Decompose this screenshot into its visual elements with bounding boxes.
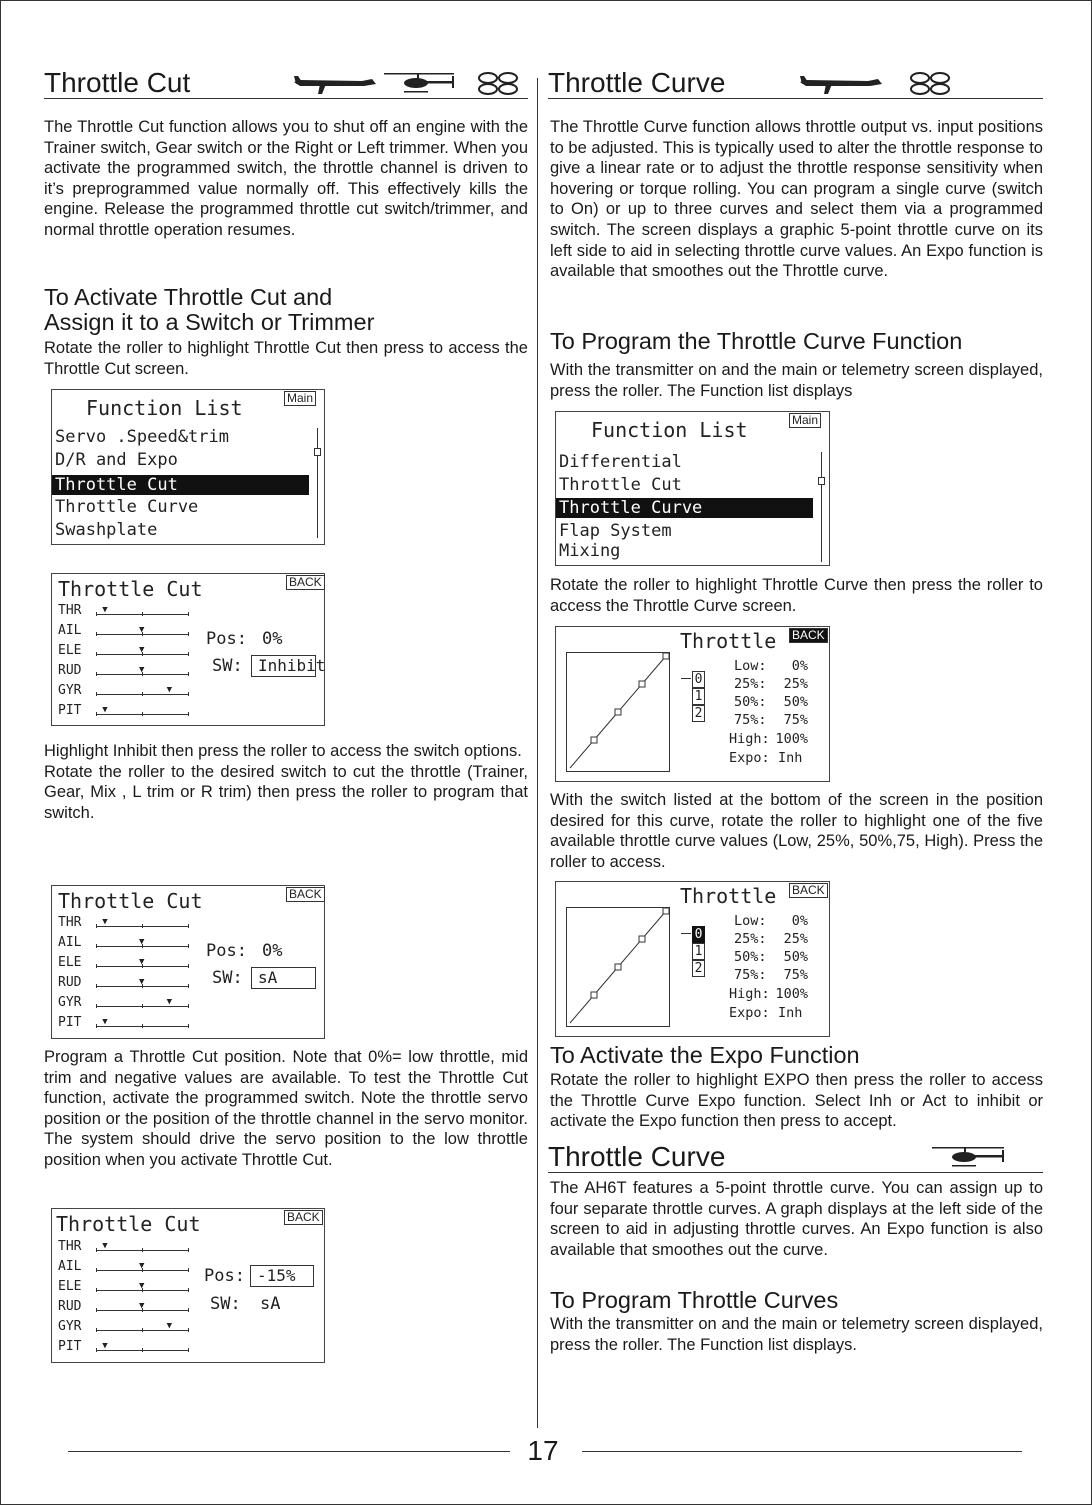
activate-expo-heading: To Activate the Expo Function xyxy=(550,1042,860,1068)
trim-marker: ▼ xyxy=(102,917,108,927)
scrollbar-knob xyxy=(818,477,825,485)
pos-label: Pos: xyxy=(206,941,247,961)
trim-tick xyxy=(96,1004,97,1008)
curve-graph xyxy=(566,907,670,1027)
trim-tick xyxy=(188,1348,189,1352)
airplane-icon xyxy=(800,76,882,94)
list-item: Throttle Cut xyxy=(559,475,682,495)
paragraph: Rotate the roller to the desired switch to cut the throttle (Trainer, Gear, Mix , L trim or R trim) then press the roller to program that switch. xyxy=(44,762,528,822)
trim-marker: ▼ xyxy=(139,1281,145,1291)
row-value: 100% xyxy=(775,986,808,1002)
trim-tick xyxy=(96,1024,97,1028)
row-value: Inh xyxy=(778,750,803,766)
section-title: Throttle Curve xyxy=(548,1141,726,1172)
sw-label: SW: xyxy=(210,1294,241,1314)
channel-label: PIT xyxy=(58,1015,82,1030)
screen-title: Throttle Cut xyxy=(58,577,203,601)
screen-title: Function List xyxy=(86,396,243,420)
channel-label: THR xyxy=(58,1239,82,1254)
sw-value-box: Inhibit xyxy=(251,655,316,677)
curve-point xyxy=(615,709,621,715)
program-curves-text: With the transmitter on and the main or telemetry screen displayed, press the roller. The Function list displays. xyxy=(550,1315,1043,1354)
trim-tick xyxy=(96,652,97,656)
trim-marker: ▼ xyxy=(102,605,108,615)
channel-label: GYR xyxy=(58,995,82,1010)
trim-tick xyxy=(188,984,189,988)
trim-tick xyxy=(96,944,97,948)
program-curve-heading: To Program the Throttle Curve Function xyxy=(550,328,963,354)
switch-position-text: With the switch listed at the bottom of the screen in the position desired for this curve, rotate the roller to highlight one of the five available throttle curve values (Low, 25%, 50%,75, High). Press the roller to access. xyxy=(550,791,1043,871)
trim-tick xyxy=(188,1024,189,1028)
airplane-icon xyxy=(294,76,376,94)
channel-label: ELE xyxy=(58,643,82,658)
row-label: 75%: xyxy=(734,967,767,983)
trim-tick xyxy=(188,924,189,928)
trim-tick xyxy=(142,1024,143,1028)
back-tag: BACK xyxy=(286,575,325,590)
row-label: Low: xyxy=(734,658,767,674)
throttle-cut-screen xyxy=(51,573,325,726)
row-label: Expo: xyxy=(729,1005,770,1021)
heading-line-1: To Activate Throttle Cut and xyxy=(44,284,333,310)
curve-point xyxy=(663,908,669,914)
trim-tick xyxy=(188,1288,189,1292)
trim-marker: ▼ xyxy=(139,1261,145,1271)
trim-marker: ▼ xyxy=(166,997,173,1007)
row-label: 75%: xyxy=(734,712,767,728)
curve-point xyxy=(591,737,597,743)
trim-marker: ▼ xyxy=(102,1241,108,1251)
pos-value: 0% xyxy=(262,629,283,649)
row-label: High: xyxy=(729,731,770,747)
main-tag: Main xyxy=(789,413,821,428)
trim-tick xyxy=(142,1328,143,1332)
trim-marker: ▼ xyxy=(139,625,145,635)
switch-position-0: 0 xyxy=(692,671,705,688)
throttle-cut-intro: The Throttle Cut function allows you to shut off an engine with the Trainer switch, Gear switch or the Right or Left trimmer. When you activate the programmed switch, the throttle channel is driven to it’s preprogrammed value normally off. This effectively kills the engine. Release the programmed throttle cut switch/trimmer, and normal throttle operation resumes. xyxy=(44,118,528,239)
trim-tick xyxy=(96,712,97,716)
channel-label: AIL xyxy=(58,1259,82,1274)
function-list-screen xyxy=(51,389,325,545)
channel-label: ELE xyxy=(58,955,82,970)
switch-indicator-line xyxy=(681,678,691,679)
row-label: 25%: xyxy=(734,931,767,947)
trim-tick xyxy=(96,964,97,968)
heading-line-2: Assign it to a Switch or Trimmer xyxy=(44,309,375,335)
channel-label: THR xyxy=(58,603,82,618)
row-label: 50%: xyxy=(734,694,767,710)
trim-marker: ▼ xyxy=(102,1341,108,1351)
curve-graph xyxy=(566,652,670,772)
channel-label: ELE xyxy=(58,1279,82,1294)
program-curve-text: With the transmitter on and the main or telemetry screen displayed, press the roller. The Function list displays xyxy=(550,361,1043,400)
paragraph: Highlight Inhibit then press the roller to access the switch options. xyxy=(44,742,522,760)
channel-label: RUD xyxy=(58,1299,82,1314)
trim-tick xyxy=(96,984,97,988)
list-item: Swashplate xyxy=(55,520,158,540)
row-value: 0% xyxy=(791,913,808,929)
trim-tick xyxy=(96,1308,97,1312)
airplane-multirotor-icons xyxy=(798,70,958,96)
screen-title: Throttle Cut xyxy=(58,889,203,913)
pos-label: Pos: xyxy=(206,629,247,649)
switch-position-2: 2 xyxy=(692,705,705,722)
trim-tick xyxy=(188,652,189,656)
column-divider xyxy=(537,78,538,1428)
list-item-selected: Throttle Curve xyxy=(556,498,813,518)
trim-tick xyxy=(142,692,143,696)
throttle-curve-screen xyxy=(555,626,830,782)
activate-expo-text: Rotate the roller to highlight EXPO then press the roller to access the Throttle Curve Expo function. Select Inh or Act to inhibit or activate the Expo function then press to accept. xyxy=(550,1071,1043,1131)
pos-value-box: -15% xyxy=(250,1265,314,1287)
trim-marker: ▼ xyxy=(139,957,145,967)
row-value: 100% xyxy=(775,731,808,747)
trim-marker: ▼ xyxy=(139,645,145,655)
activate-throttle-cut-heading xyxy=(44,285,528,335)
back-tag: BACK xyxy=(284,1210,323,1225)
airplane-heli-multirotor-icons xyxy=(292,70,524,96)
throttle-curve-header xyxy=(548,68,1043,99)
ah6t-intro: The AH6T features a 5-point throttle curve. You can assign up to four separate throttle curves. A graph displays at the left side of the screen to aid in adjusting throttle curves. An Expo function is also available that smoothes out the curve. xyxy=(550,1179,1043,1259)
trim-tick xyxy=(188,1268,189,1272)
back-tag: BACK xyxy=(789,628,828,643)
pos-value: 0% xyxy=(262,941,283,961)
pos-label: Pos: xyxy=(204,1266,245,1286)
switch-position-2: 2 xyxy=(692,960,705,977)
trim-tick xyxy=(188,944,189,948)
row-value: 75% xyxy=(783,967,808,983)
list-item: Flap System xyxy=(559,521,672,541)
screen-title: Function List xyxy=(591,418,748,442)
curve-point xyxy=(663,653,669,659)
trim-tick xyxy=(188,964,189,968)
multirotor-icon xyxy=(911,73,949,94)
row-label: 25%: xyxy=(734,676,767,692)
multirotor-icon xyxy=(479,73,517,94)
trim-marker: ▼ xyxy=(139,977,145,987)
trim-tick xyxy=(96,1328,97,1332)
back-tag: BACK xyxy=(286,887,325,902)
footer-line-left xyxy=(68,1451,510,1452)
trim-marker: ▼ xyxy=(102,1017,108,1027)
trim-tick xyxy=(96,612,97,616)
scrollbar xyxy=(317,428,318,538)
trim-tick xyxy=(96,1288,97,1292)
curve-point xyxy=(639,681,645,687)
scrollbar xyxy=(821,452,822,562)
switch-indicator-line xyxy=(681,933,691,934)
row-value: 50% xyxy=(783,694,808,710)
program-curves-heading: To Program Throttle Curves xyxy=(550,1287,839,1313)
list-item: D/R and Expo xyxy=(55,450,178,470)
row-value: 25% xyxy=(783,676,808,692)
list-item: Differential xyxy=(559,452,682,472)
footer-line-right xyxy=(582,1451,1022,1452)
row-value: Inh xyxy=(778,1005,803,1021)
trim-tick xyxy=(142,1004,143,1008)
page-number: 17 xyxy=(527,1435,559,1466)
trim-tick xyxy=(96,1248,97,1252)
switch-position-1: 1 xyxy=(692,688,705,705)
channel-label: RUD xyxy=(58,663,82,678)
section-title: Throttle Cut xyxy=(44,67,191,98)
throttle-cut-screen xyxy=(51,885,325,1039)
channel-label: GYR xyxy=(58,683,82,698)
screen-title: Throttle Cut xyxy=(56,1212,201,1236)
trim-tick xyxy=(96,1348,97,1352)
channel-label: PIT xyxy=(58,1339,82,1354)
channel-label: AIL xyxy=(58,935,82,950)
throttle-cut-screen xyxy=(51,1208,325,1363)
curve-point xyxy=(639,936,645,942)
trim-tick xyxy=(188,1328,189,1332)
helicopter-icon xyxy=(384,73,454,93)
sw-value: sA xyxy=(260,1294,281,1314)
throttle-curve-screen xyxy=(555,881,830,1037)
section-title: Throttle Curve xyxy=(548,67,726,98)
curve-point xyxy=(615,964,621,970)
channel-label: GYR xyxy=(58,1319,82,1334)
channel-label: AIL xyxy=(58,623,82,638)
helicopter-icon xyxy=(928,1144,1018,1170)
screen-title: Throttle xyxy=(680,629,777,653)
scrollbar-knob xyxy=(314,448,321,456)
switch-position-0-selected: 0 xyxy=(692,926,705,943)
row-label: High: xyxy=(729,986,770,1002)
highlight-inhibit-text xyxy=(44,741,528,823)
row-label: Expo: xyxy=(729,750,770,766)
trim-tick xyxy=(188,1248,189,1252)
trim-tick xyxy=(188,632,189,636)
trim-tick xyxy=(142,1348,143,1352)
throttle-cut-header xyxy=(44,68,528,99)
sw-value-box: sA xyxy=(251,967,316,989)
trim-tick xyxy=(96,924,97,928)
list-item: Throttle Curve xyxy=(55,497,199,517)
list-item-selected: Throttle Cut xyxy=(52,475,309,495)
trim-tick xyxy=(96,632,97,636)
channel-label: RUD xyxy=(58,975,82,990)
main-tag: Main xyxy=(284,391,316,406)
trim-marker: ▼ xyxy=(166,685,173,695)
throttle-curve-heli-header xyxy=(548,1142,1043,1173)
trim-marker: ▼ xyxy=(139,665,145,675)
row-value: 75% xyxy=(783,712,808,728)
list-item: Servo .Speed&trim xyxy=(55,427,229,447)
trim-tick xyxy=(188,1308,189,1312)
trim-tick xyxy=(96,1268,97,1272)
row-value: 0% xyxy=(791,658,808,674)
row-value: 25% xyxy=(783,931,808,947)
trim-tick xyxy=(188,672,189,676)
channel-label: PIT xyxy=(58,703,82,718)
program-position-text: Program a Throttle Cut position. Note that 0%= low throttle, mid trim and negative values are available. To test the Throttle Cut function, activate the programmed switch. Note the throttle servo position or the position of the throttle channel in the servo monitor. The system should drive the servo position to the low throttle position when you activate Throttle Cut. xyxy=(44,1048,528,1169)
switch-position-1: 1 xyxy=(692,943,705,960)
curve-point xyxy=(591,992,597,998)
sw-label: SW: xyxy=(212,968,243,988)
trim-tick xyxy=(142,1248,143,1252)
sw-label: SW: xyxy=(212,656,243,676)
back-tag: BACK xyxy=(789,883,828,898)
trim-marker: ▼ xyxy=(166,1321,173,1331)
highlight-curve-text: Rotate the roller to highlight Throttle Curve then press the roller to access the Throttle Curve screen. xyxy=(550,576,1043,615)
row-label: 50%: xyxy=(734,949,767,965)
channel-label: THR xyxy=(58,915,82,930)
trim-tick xyxy=(188,1004,189,1008)
trim-tick xyxy=(96,692,97,696)
trim-marker: ▼ xyxy=(102,705,108,715)
screen-title: Throttle xyxy=(680,884,777,908)
function-list-screen xyxy=(555,411,830,566)
trim-tick xyxy=(142,924,143,928)
row-value: 50% xyxy=(783,949,808,965)
throttle-curve-intro: The Throttle Curve function allows throttle output vs. input positions to be adjusted. This is typically used to alter the throttle response to give a linear rate or to adjust the throttle response sensitivity when hovering or torque rolling. You can program a single curve (switch to On) or up to three curves and select them via a programmed switch. The screen displays a graphic 5-point throttle curve on its left side to aid in selecting throttle curve values. An Expo function is available that smoothes out the Throttle curve. xyxy=(550,118,1043,281)
trim-tick xyxy=(188,692,189,696)
trim-tick xyxy=(142,612,143,616)
row-label: Low: xyxy=(734,913,767,929)
trim-tick xyxy=(142,712,143,716)
trim-tick xyxy=(188,712,189,716)
trim-tick xyxy=(188,612,189,616)
trim-marker: ▼ xyxy=(139,1301,145,1311)
trim-tick xyxy=(96,672,97,676)
activate-throttle-cut-text: Rotate the roller to highlight Throttle Cut then press to access the Throttle Cut screen. xyxy=(44,339,528,378)
trim-marker: ▼ xyxy=(139,937,145,947)
list-item: Mixing xyxy=(559,541,621,561)
